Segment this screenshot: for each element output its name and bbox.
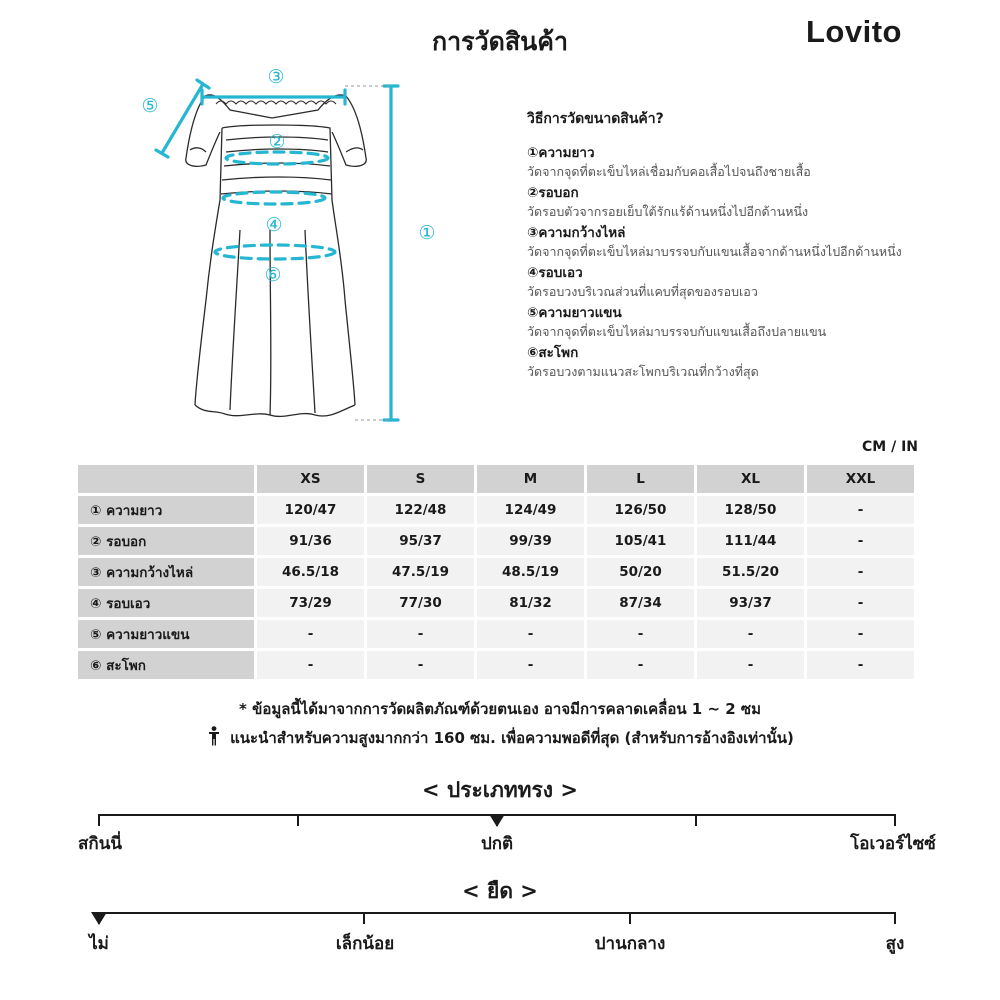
- table-cell: 47.5/19: [367, 558, 474, 586]
- person-icon: [206, 726, 222, 746]
- table-header-cell: XS: [257, 465, 364, 493]
- table-cell: 105/41: [587, 527, 694, 555]
- fit-label-oversize: โอเวอร์ไซซ์: [850, 834, 936, 854]
- table-cell: -: [367, 620, 474, 648]
- table-cell: 126/50: [587, 496, 694, 524]
- stretch-label-medium: ปานกลาง: [594, 934, 666, 954]
- table-cell: -: [807, 496, 914, 524]
- row-label: ⑥ สะโพก: [78, 651, 254, 679]
- table-cell: -: [807, 589, 914, 617]
- table-cell: 50/20: [587, 558, 694, 586]
- guide-title: วิธีการวัดขนาดสินค้า?: [527, 111, 664, 127]
- table-cell: 124/49: [477, 496, 584, 524]
- table-cell: 93/37: [697, 589, 804, 617]
- guide-item-desc: วัดจากจุดที่ตะเข็บไหล่มาบรรจบกับแขนเสื้อถึงปลายแขน: [527, 324, 827, 339]
- table-row: [78, 558, 914, 586]
- table-header-cell: M: [477, 465, 584, 493]
- table-cell: 111/44: [697, 527, 804, 555]
- table-header-cell: S: [367, 465, 474, 493]
- guide-item-waist: [527, 264, 947, 301]
- dress-diagram: [130, 60, 450, 430]
- stretch-scale-line: [98, 912, 896, 914]
- guide-item-name: ⑤ความยาวแขน: [527, 305, 622, 321]
- fit-selected-marker: [489, 814, 505, 827]
- height-recommendation: [0, 726, 1000, 750]
- stretch-selected-marker: [91, 912, 107, 925]
- unit-label: CM / IN: [862, 439, 918, 455]
- table-cell: -: [477, 620, 584, 648]
- table-cell: 48.5/19: [477, 558, 584, 586]
- table-cell: 46.5/18: [257, 558, 364, 586]
- row-label: ⑤ ความยาวแขน: [78, 620, 254, 648]
- guide-item-sleeve: [527, 304, 947, 341]
- stretch-label-slight: เล็กน้อย: [335, 934, 395, 954]
- brand-logo: Lovito: [806, 14, 902, 49]
- table-cell: -: [587, 651, 694, 679]
- guide-item-hip: [527, 344, 947, 381]
- stretch-label-high: สูง: [885, 934, 905, 954]
- table-row: [78, 527, 914, 555]
- guide-item-desc: วัดจากจุดที่ตะเข็บไหล่เชื่อมกับคอเสื้อไปจนถึงชายเสื้อ: [527, 164, 811, 179]
- guide-item-shoulder: [527, 224, 947, 261]
- diagram-label-1: ①: [418, 222, 436, 244]
- table-cell: -: [807, 620, 914, 648]
- measurement-guide: [527, 108, 947, 384]
- row-label: ① ความยาว: [78, 496, 254, 524]
- table-cell: 73/29: [257, 589, 364, 617]
- table-corner-cell: [78, 465, 254, 493]
- table-cell: -: [697, 620, 804, 648]
- table-cell: 99/39: [477, 527, 584, 555]
- table-header-cell: XL: [697, 465, 804, 493]
- table-row: [78, 496, 914, 524]
- fit-label-skinny: สกินนี่: [78, 834, 122, 854]
- guide-item-length: [527, 144, 947, 181]
- guide-item-name: ②รอบอก: [527, 185, 579, 201]
- table-header-cell: L: [587, 465, 694, 493]
- guide-item-name: ⑥สะโพก: [527, 345, 579, 361]
- fit-scale-tick: [98, 814, 100, 826]
- fit-scale-tick: [297, 814, 299, 826]
- fit-scale-title: < ประเภททรง >: [422, 778, 578, 802]
- table-cell: -: [257, 651, 364, 679]
- guide-item-name: ①ความยาว: [527, 145, 595, 161]
- table-cell: 122/48: [367, 496, 474, 524]
- table-cell: -: [367, 651, 474, 679]
- height-recommendation-text: แนะนำสำหรับความสูงมากกว่า 160 ซม. เพื่อความพอดีที่สุด (สำหรับการอ้างอิงเท่านั้น): [230, 729, 794, 747]
- size-table: [75, 462, 917, 682]
- fit-scale-tick: [894, 814, 896, 826]
- stretch-scale-tick: [363, 912, 365, 924]
- table-cell: -: [697, 651, 804, 679]
- table-cell: -: [257, 620, 364, 648]
- table-cell: -: [477, 651, 584, 679]
- table-cell: 87/34: [587, 589, 694, 617]
- stretch-label-none: ไม่: [89, 934, 109, 954]
- diagram-label-3: ③: [267, 66, 285, 88]
- guide-item-bust: [527, 184, 947, 221]
- table-cell: 120/47: [257, 496, 364, 524]
- diagram-label-5: ⑤: [141, 95, 159, 117]
- page-title: การวัดสินค้า: [432, 27, 568, 56]
- diagram-label-4: ④: [265, 214, 283, 236]
- row-label: ④ รอบเอว: [78, 589, 254, 617]
- table-cell: -: [807, 651, 914, 679]
- table-row: [78, 589, 914, 617]
- guide-item-desc: วัดจากจุดที่ตะเข็บไหล่มาบรรจบกับแขนเสื้อจากด้านหนึ่งไปอีกด้านหนึ่ง: [527, 244, 902, 259]
- diagram-label-2: ②: [268, 131, 286, 153]
- table-cell: -: [807, 527, 914, 555]
- table-row: [78, 620, 914, 648]
- table-cell: 128/50: [697, 496, 804, 524]
- measurement-note: * ข้อมูลนี้ได้มาจากการวัดผลิตภัณฑ์ด้วยตนเอง อาจมีการคลาดเคลื่อน 1 ~ 2 ซม: [239, 700, 761, 718]
- fit-label-regular: ปกติ: [480, 834, 514, 854]
- row-label: ② รอบอก: [78, 527, 254, 555]
- stretch-scale-tick: [894, 912, 896, 924]
- diagram-label-6: ⑥: [264, 264, 282, 286]
- table-cell: -: [807, 558, 914, 586]
- row-label: ③ ความกว้างไหล่: [78, 558, 254, 586]
- guide-item-desc: วัดรอบวงตามแนวสะโพกบริเวณที่กว้างที่สุด: [527, 364, 759, 379]
- table-header-cell: XXL: [807, 465, 914, 493]
- table-cell: -: [587, 620, 694, 648]
- table-header-row: [78, 465, 914, 493]
- guide-item-name: ③ความกว้างไหล่: [527, 225, 626, 241]
- stretch-scale-title: < ยืด >: [462, 879, 538, 903]
- guide-item-desc: วัดรอบตัวจากรอยเย็บใต้รักแร้ด้านหนึ่งไปอีกด้านหนึ่ง: [527, 204, 809, 219]
- table-cell: 95/37: [367, 527, 474, 555]
- guide-item-name: ④รอบเอว: [527, 265, 583, 281]
- table-cell: 51.5/20: [697, 558, 804, 586]
- table-row: [78, 651, 914, 679]
- table-cell: 91/36: [257, 527, 364, 555]
- table-cell: 77/30: [367, 589, 474, 617]
- guide-item-desc: วัดรอบวงบริเวณส่วนที่แคบที่สุดของรอบเอว: [527, 284, 758, 299]
- stretch-scale-tick: [629, 912, 631, 924]
- fit-scale-tick: [695, 814, 697, 826]
- table-cell: 81/32: [477, 589, 584, 617]
